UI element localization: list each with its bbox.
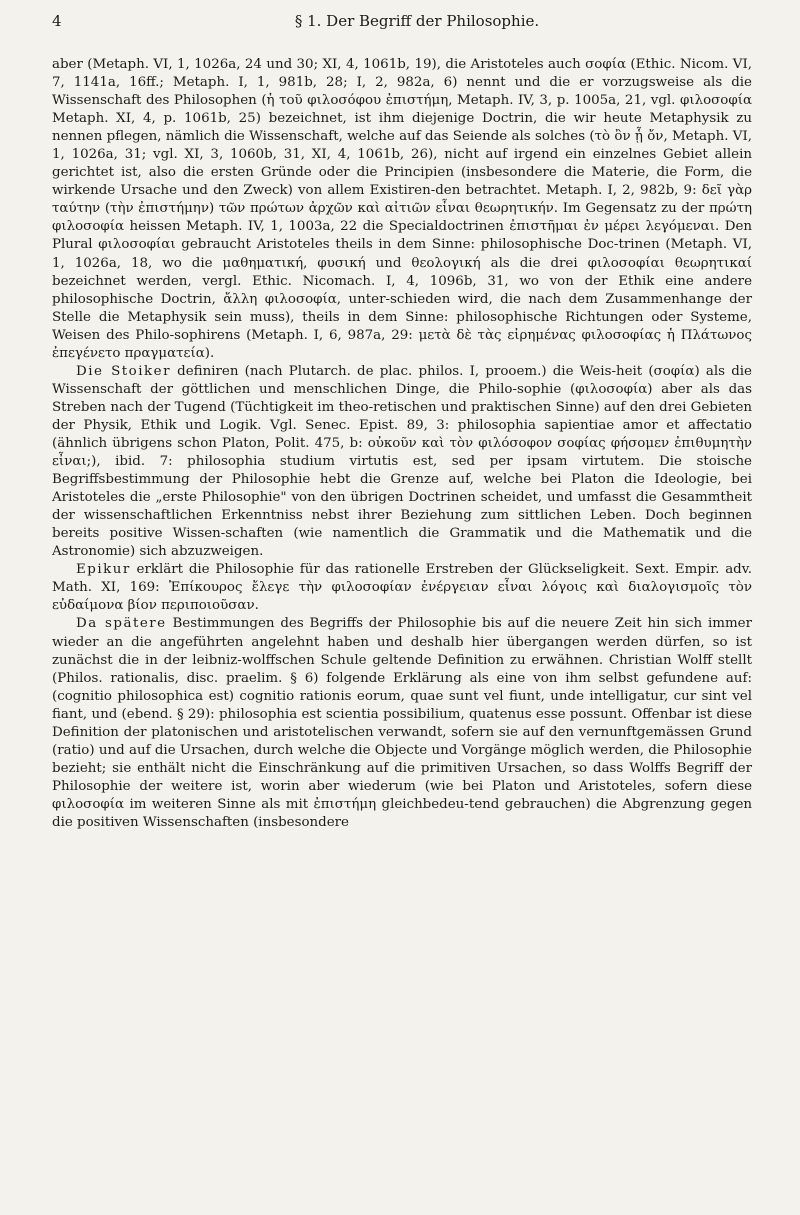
paragraph-aristotle: [52, 56, 752, 363]
paragraph-lead: Epikur: [76, 562, 131, 578]
running-head: § 1. Der Begriff der Philosophie.: [294, 12, 540, 30]
page-header: [52, 0, 752, 42]
paragraph-stoics: [52, 363, 752, 562]
paragraph-text: aber (Metaph. VI, 1, 1026a, 24 und 30; XI, 4, 1061b, 19), die Aristoteles auch σοφία (Ethic. Nicom. VI, 7, 1141a, 16ff.; Metaph. I, 1, 981b, 28; I, 2, 982a, 6) nennt und die er vorzugsweise als die Wissenschaft des Philosophen (ἡ τοῦ φιλοσόφου ἐπιστήμη, Metaph. IV, 3, p. 1005a, 21, vgl. φιλοσοφία Metaph. XI, 4, p. 1061b, 25) bezeichnet, ist ihm diejenige Doctrin, die wir heute Metaphysik zu nennen pflegen, nämlich die Wissenschaft, welche auf das Seiende als solches (τὸ ὂν ᾗ ὄν, Metaph. VI, 1, 1026a, 31; vgl. XI, 3, 1060b, 31, XI, 4, 1061b, 26), nicht auf irgend ein einzelnes Gebiet allein gerichtet ist, also die ersten Gründe oder die Principien (insbesondere die Materie, die Form, die wirkende Ursache und den Zweck) von allem Existiren-den betrachtet. Metaph. I, 2, 982b, 9: δεῖ γὰρ ταύτην (τὴν ἐπιστήμην) τῶν πρώτων ἀρχῶν καὶ αἰτιῶν εἶναι θεωρητικήν. Im Gegensatz zu der πρώτη φιλοσοφία heissen Metaph. IV, 1, 1003a, 22 die Specialdoctrinen ἐπιστῆμαι ἐν μέρει λεγόμεναι. Den Plural φιλοσοφίαι gebraucht Aristoteles theils in dem Sinne: philosophische Doc-trinen (Metaph. VI, 1, 1026a, 18, wo die μαθηματική, φυσική und θεολογική als die drei φιλοσοφίαι θεωρητικαί bezeichnet werden, vergl. Ethic. Nicomach. I, 4, 1096b, 31, wo von der Ethik eine andere philosophische Doctrin, ἄλλη φιλοσοφία, unter-schieden wird, die nach dem Zusammenhange der Stelle die Metaphysik sein muss), theils in dem Sinne: philosophische Richtungen oder Systeme, Weisen des Philo-sophirens (Metaph. I, 6, 987a, 29: μετὰ δὲ τὰς εἰρημένας φιλοσοφίας ἡ Πλάτωνος ἐπεγένετο πραγματεία).: [52, 57, 752, 361]
paragraph-epicurus: [52, 561, 752, 615]
paragraph-text: Bestimmungen des Begriffs der Philosophie bis auf die neuere Zeit hin sich immer wieder an die angeführten angelehnt haben und deshalb hier übergangen werden dürfen, so ist zunächst die in der leibniz-wolffschen Schule geltende Definition zu erwähnen. Christian Wolff stellt (Philos. rationalis, disc. praelim. § 6) folgende Erklärung als eine von ihm selbst gefundene auf: (cognitio philosophica est) cognitio rationis eorum, quae sunt vel fiunt, unde intelligatur, cur sint vel fiant, und (ebend. § 29): philosophia est scientia possibilium, quatenus esse possunt. Offenbar ist diese Definition der platonischen und aristotelischen verwandt, sofern sie auf den vernunftgemässen Grund (ratio) und auf die Ursachen, durch welche die Objecte und Vorgänge möglich werden, die Philosophie bezieht; sie enthält nicht die Einschränkung auf die primitiven Ursachen, so dass Wolffs Begriff der Philosophie der weitere ist, worin aber wiederum (wie bei Platon und Aristoteles, sofern diese φιλοσοφία im weiteren Sinne als mit ἐπιστήμη gleichbedeu-tend gebrauchen) die Abgrenzung gegen die positiven Wissenschaften (insbesondere: [52, 616, 752, 830]
paragraph-text: erklärt die Philosophie für das rationelle Erstreben der Glückseligkeit. Sext. Empir. adv. Math. XI, 169: Ἐπίκουρος ἔλεγε τὴν φιλοσοφίαν ἐνέργειαν εἶναι λόγοις καὶ διαλογισμοῖς τὸν εὐδαίμονα βίον περιποιοῦσαν.: [52, 562, 752, 614]
paragraph-lead: Die Stoiker: [76, 363, 171, 379]
paragraph-wolff: [52, 615, 752, 832]
paragraph-text: definiren (nach Plutarch. de plac. philos. I, prooem.) die Weis-heit (σοφία) als die Wissenschaft der göttlichen und menschlichen Dinge, die Philo-sophie (φιλοσοφία) aber als das Streben nach der Tugend (Tüchtigkeit im theo-retischen und praktischen Sinne) auf den drei Gebieten der Physik, Ethik und Logik. Vgl. Senec. Epist. 89, 3: philosophia sapientiae amor et affectatio (ähnlich übrigens schon Platon, Polit. 475, b: οὐκοῦν καὶ τὸν φιλόσοφον σοφίας φήσομεν ἐπιθυμητὴν εἶναι;), ibid. 7: philosophia studium virtutis est, sed per ipsam virtutem. Die stoische Begriffsbestimmung der Philosophie hebt die Grenze auf, welche bei Platon die Ideologie, bei Aristoteles die „erste Philosophie" von den übrigen Doctrinen scheidet, und umfasst die Gesammtheit der wissenschaftlichen Erkenntniss nebst ihrer Beziehung zum sittlichen Leben. Doch beginnen bereits positive Wissen-schaften (wie namentlich die Grammatik und die Mathematik und die Astronomie) sich abzuzweigen.: [52, 363, 752, 560]
body-text: [52, 56, 752, 832]
paragraph-lead: Da spätere: [76, 616, 167, 632]
page-number: 4: [52, 12, 62, 30]
